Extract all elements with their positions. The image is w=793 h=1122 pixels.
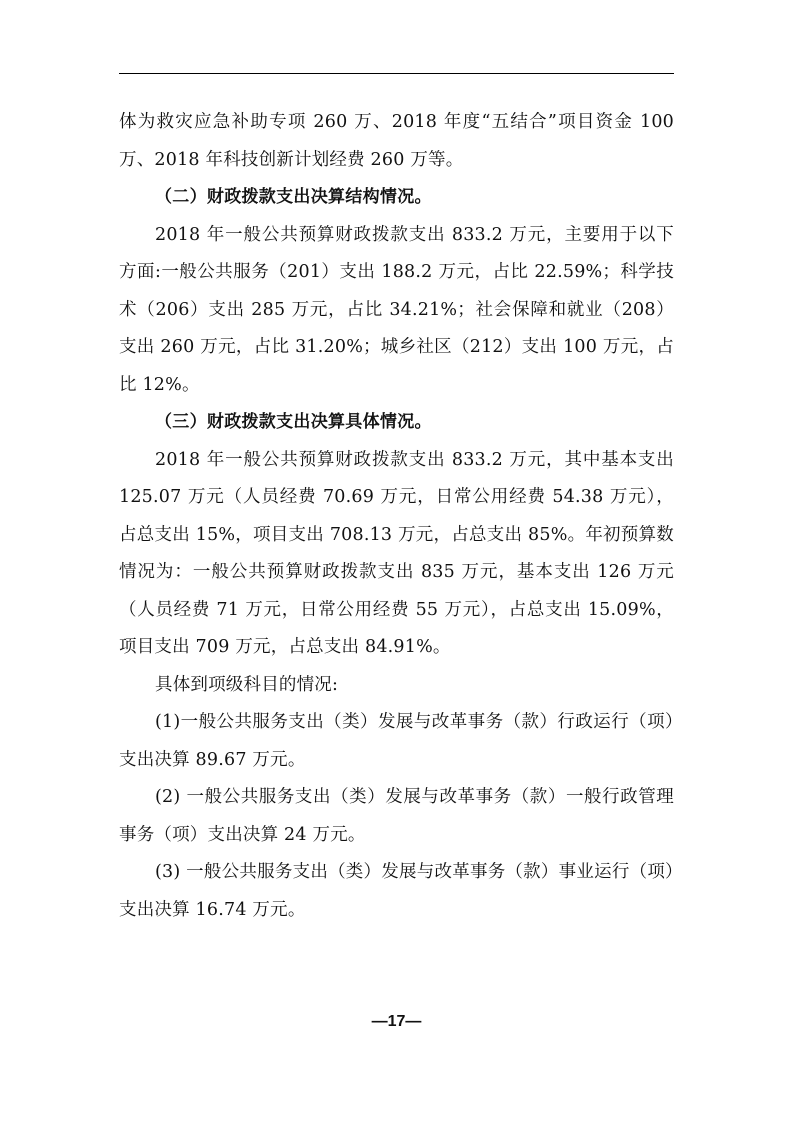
- page-number: —17—: [371, 1013, 422, 1030]
- document-body: [119, 104, 674, 929]
- paragraph-items-intro: 具体到项级科目的情况:: [155, 674, 339, 695]
- section-heading-3: （三）财政拨款支出决算具体情况。: [155, 412, 432, 432]
- paragraph-item-1: (1)一般公共服务支出（类）发展与改革事务（款）行政运行（项）支出决算 89.67 万元。: [119, 712, 674, 770]
- paragraph-continuation: 体为救灾应急补助专项 260 万、2018 年度“五结合”项目资金 100 万、2018 年科技创新计划经费 260 万等。: [119, 112, 674, 170]
- paragraph-item-3: (3) 一般公共服务支出（类）发展与改革事务（款）事业运行（项）支出决算 16.74 万元。: [119, 862, 674, 920]
- section-heading-2: （二）财政拨款支出决算结构情况。: [155, 187, 432, 207]
- paragraph-item-2: (2) 一般公共服务支出（类）发展与改革事务（款）一般行政管理事务（项）支出决算 24 万元。: [119, 787, 674, 845]
- paragraph-details: 2018 年一般公共预算财政拨款支出 833.2 万元，其中基本支出 125.07 万元（人员经费 70.69 万元，日常公用经费 54.38 万元），占总支出 15%，项目支出 708.13 万元，占总支出 85%。年初预算数情况为：一般公共预算财政拨款支出 835 万元，基本支出 126 万元（人员经费 71 万元，日常公用经费 55 万元），占总支出 15.09%，项目支出 709 万元，占总支出 84.91%。: [119, 449, 674, 657]
- header-rule: [119, 73, 674, 74]
- paragraph-structure: 2018 年一般公共预算财政拨款支出 833.2 万元，主要用于以下方面:一般公共服务（201）支出 188.2 万元，占比 22.59%；科学技术（206）支出 285 万元，占比 34.21%；社会保障和就业（208）支出 260 万元，占比 31.20%；城乡社区（212）支出 100 万元，占比 12%。: [119, 224, 674, 395]
